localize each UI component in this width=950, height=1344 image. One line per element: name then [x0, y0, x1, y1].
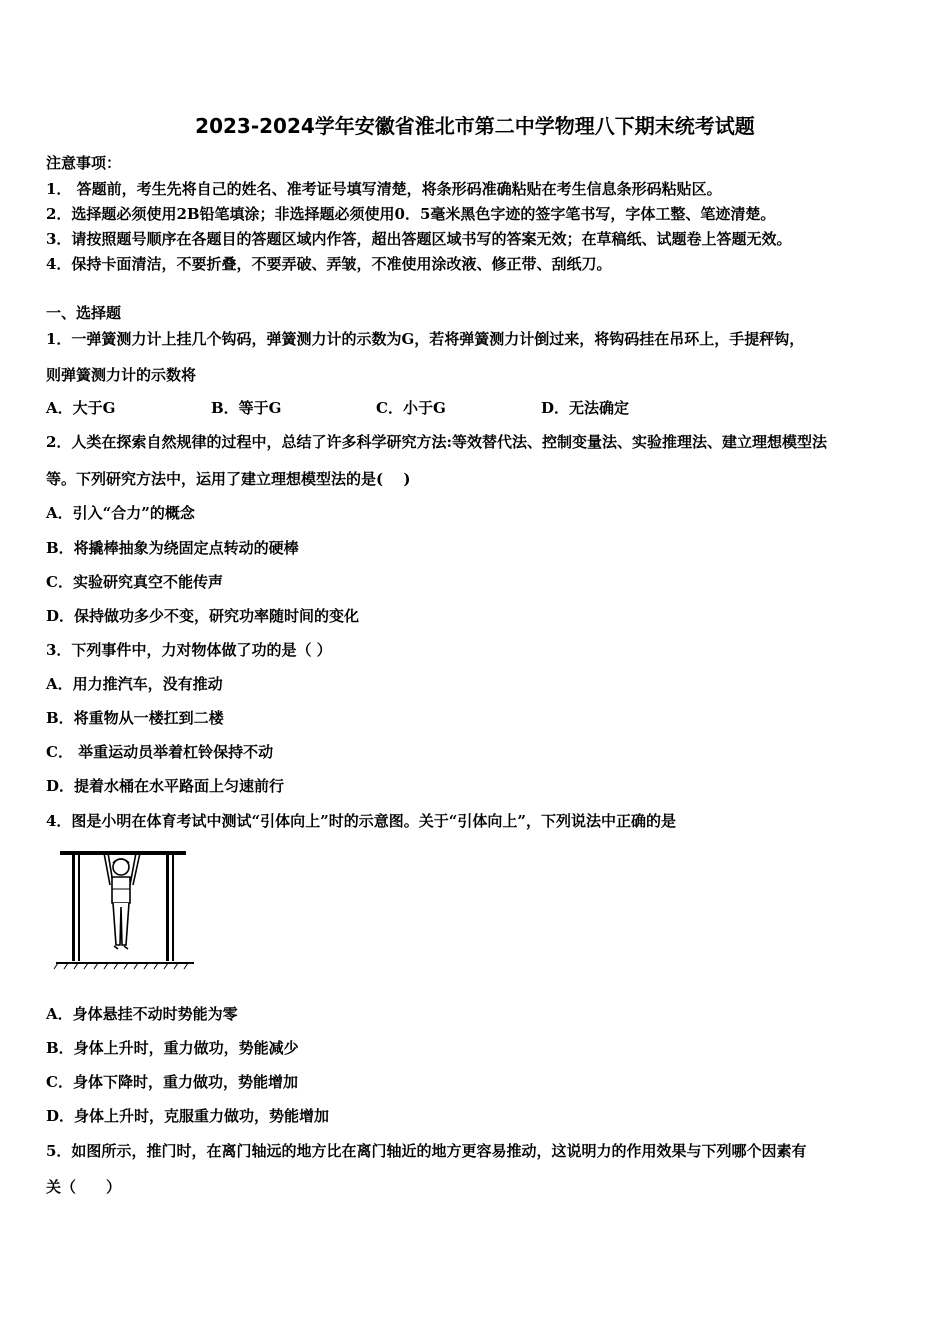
q4-line1: 4．图是小明在体育考试中测试“引体向上”时的示意图。关于“引体向上”，下列说法中正确的是 — [46, 812, 676, 830]
q2-option-a: A．引入“合力”的概念 — [46, 504, 195, 522]
q2-line2: 等。下列研究方法中，运用了建立理想模型法的是( ) — [46, 470, 411, 488]
q2-line1: 2．人类在探索自然规律的过程中，总结了许多科学研究方法:等效替代法、控制变量法、实验推理法、建立理想模型法 — [46, 433, 827, 451]
section-heading: 一、选择题 — [46, 304, 122, 322]
notice-heading: 注意事项： — [46, 154, 122, 172]
q3-option-d: D．提着水桶在水平路面上匀速前行 — [46, 777, 285, 795]
notice-item-1: 1． 答题前，考生先将自己的姓名、准考证号填写清楚，将条形码准确粘贴在考生信息条形码粘贴区。 — [46, 180, 722, 198]
q3-line1: 3．下列事件中，力对物体做了功的是（ ） — [46, 641, 332, 659]
q4-option-b: B．身体上升时，重力做功，势能减少 — [46, 1039, 299, 1057]
q1-option-a: A．大于G — [46, 399, 116, 417]
q1-option-b: B．等于G — [211, 399, 282, 417]
q3-option-a: A．用力推汽车，没有推动 — [46, 675, 223, 693]
q3-option-c: C． 举重运动员举着杠铃保持不动 — [46, 743, 274, 761]
notice-item-4: 4．保持卡面清洁，不要折叠，不要弄破、弄皱，不准使用涂改液、修正带、刮纸刀。 — [46, 255, 612, 273]
q1-line2: 则弹簧测力计的示数将 — [46, 366, 197, 384]
q2-option-d: D．保持做功多少不变，研究功率随时间的变化 — [46, 607, 360, 625]
notice-item-2: 2．选择题必须使用2B铅笔填涂；非选择题必须使用0．5毫米黑色字迹的签字笔书写，字体工整、笔迹清楚。 — [46, 205, 776, 223]
notice-item-3: 3．请按照题号顺序在各题目的答题区域内作答，超出答题区域书写的答案无效；在草稿纸、试题卷上答题无效。 — [46, 230, 792, 248]
q1-option-c: C．小于G — [376, 399, 446, 417]
page-title: 2023-2024学年安徽省淮北市第二中学物理八下期末统考试题 — [195, 114, 755, 138]
q4-option-c: C．身体下降时，重力做功，势能增加 — [46, 1073, 298, 1091]
q1-option-d: D．无法确定 — [541, 399, 630, 417]
q2-option-c: C．实验研究真空不能传声 — [46, 573, 223, 591]
pull-up-figure — [50, 845, 200, 975]
q5-line1: 5．如图所示，推门时，在离门轴远的地方比在离门轴近的地方更容易推动，这说明力的作用效果与下列哪个因素有 — [46, 1142, 807, 1160]
q1-options — [46, 397, 906, 417]
q4-option-d: D．身体上升时，克服重力做功，势能增加 — [46, 1107, 330, 1125]
q4-option-a: A．身体悬挂不动时势能为零 — [46, 1005, 238, 1023]
q1-line1: 1．一弹簧测力计上挂几个钩码，弹簧测力计的示数为G，若将弹簧测力计倒过来，将钩码挂在吊环上，手提秤钩， — [46, 330, 805, 348]
q3-option-b: B．将重物从一楼扛到二楼 — [46, 709, 224, 727]
q5-line2: 关（ ） — [46, 1178, 122, 1196]
q2-option-b: B．将撬棒抽象为绕固定点转动的硬棒 — [46, 539, 299, 557]
